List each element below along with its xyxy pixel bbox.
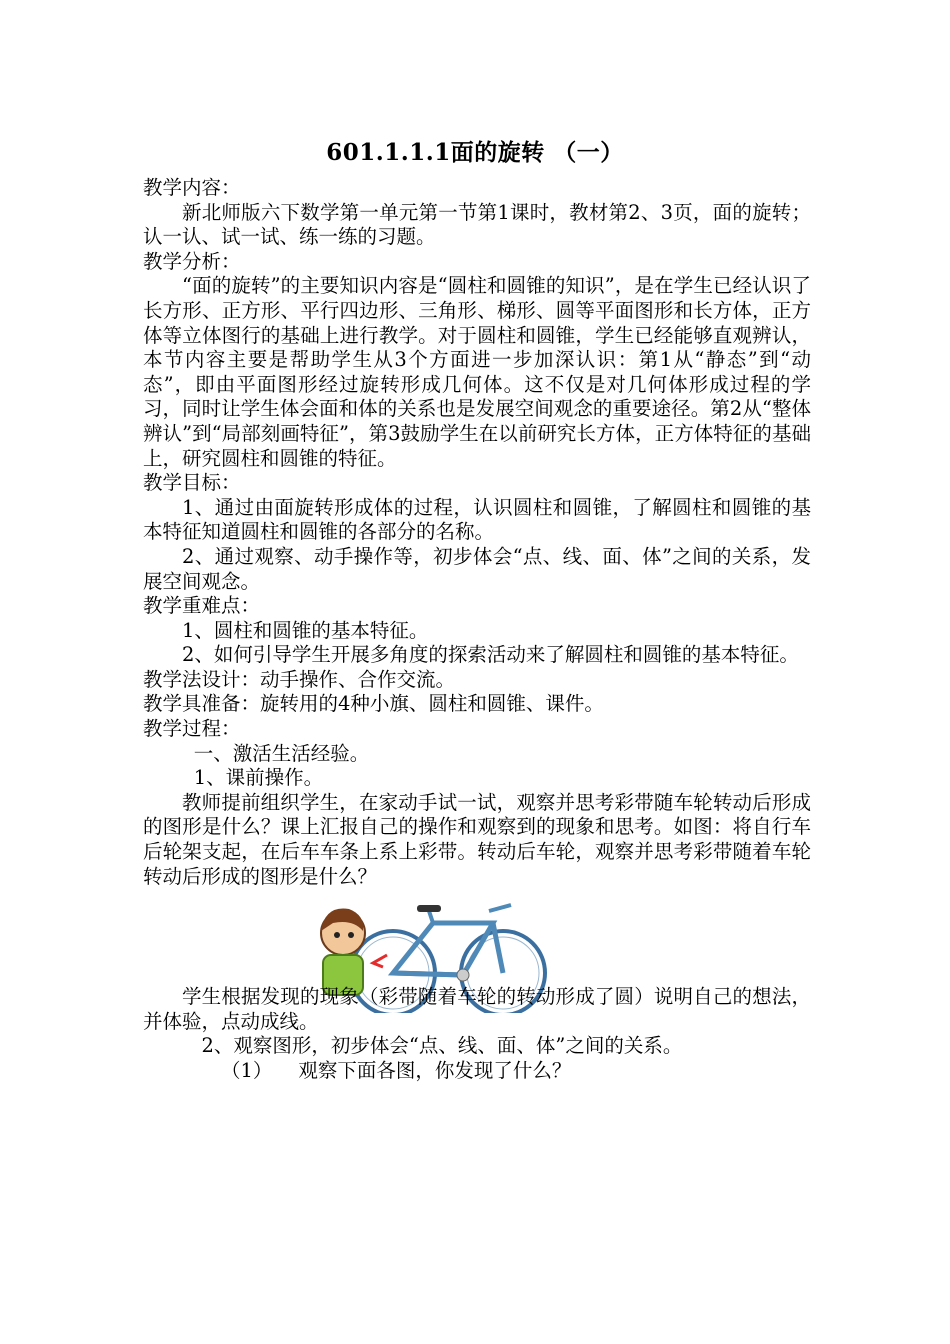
goals-heading: 教学目标： <box>143 471 241 495</box>
analysis-paragraph: “面的旋转”的主要知识内容是“圆柱和圆锥的知识”，是在学生已经认识了长方形、正方形、平行四边形、三角形、梯形、圆等平面图形和长方体，正方体等立体图行的基础上进行教学。对于圆柱和圆锥，学生已经能够直观辨认，本节内容主要是帮助学生从3个方面进一步加深认识：第1从“静态”到“动态”，即由平面图形经过旋转形成几何体。这不仅是对几何体形成过程的学习，同时让学生体会面和体的关系也是发展空间观念的重要途径。第2从“整体辨认”到“局部刻画特征”，第3鼓励学生在以前研究长方体，正方体特征的基础上，研究圆柱和圆锥的特征。 <box>143 274 811 470</box>
step-1-1-heading: 1、课前操作。 <box>193 766 324 790</box>
content-paragraph: 新北师版六下数学第一单元第一节第1课时，教材第2、3页，面的旋转；认一认、试一试、练一练的习题。 <box>143 200 811 249</box>
step-2-1-text: 观察下面各图，你发现了什么？ <box>298 1059 572 1082</box>
method-line: 教学法设计：动手操作、合作交流。 <box>143 667 456 691</box>
analysis-heading: 教学分析： <box>143 249 241 273</box>
document-body <box>143 176 811 1084</box>
step-2-heading: 2、观察图形，初步体会“点、线、面、体”之间的关系。 <box>201 1034 683 1058</box>
step-1-heading: 一、激活生活经验。 <box>193 741 370 765</box>
bicycle-illustration <box>143 897 811 985</box>
process-heading: 教学过程： <box>143 717 241 741</box>
goal-item-2: 2、通过观察、动手操作等，初步体会“点、线、面、体”之间的关系，发展空间观念。 <box>143 544 811 593</box>
goal-item-1: 1、通过由面旋转形成体的过程，认识圆柱和圆锥，了解圆柱和圆锥的基本特征知道圆柱和圆锥的各部分的名称。 <box>143 495 811 544</box>
key-point-2: 2、如何引导学生开展多角度的探索活动来了解圆柱和圆锥的基本特征。 <box>182 643 799 667</box>
content-heading: 教学内容： <box>143 176 241 199</box>
step-2-1-number: （1） <box>221 1059 273 1082</box>
step-1-paragraph: 教师提前组织学生，在家动手试一试，观察并思考彩带随车轮转动后形成的图形是什么？课上汇报自己的操作和观察到的现象和思考。如图：将自行车后轮架支起，在后车车条上系上彩带。转动后车轮，观察并思考彩带随着车轮转动后形成的图形是什么？ <box>143 790 811 888</box>
step-2-1-line <box>143 1059 811 1084</box>
tools-line: 教学具准备：旋转用的4种小旗、圆柱和圆锥、课件。 <box>143 692 604 716</box>
page-title: 601.1.1.1面的旋转 （一） <box>326 139 624 166</box>
step-1-result: 学生根据发现的现象（彩带随着车轮的转动形成了圆）说明自己的想法，并体验，点动成线。 <box>143 985 811 1033</box>
key-points-heading: 教学重难点： <box>143 594 261 618</box>
key-point-1: 1、圆柱和圆锥的基本特征。 <box>182 618 429 642</box>
